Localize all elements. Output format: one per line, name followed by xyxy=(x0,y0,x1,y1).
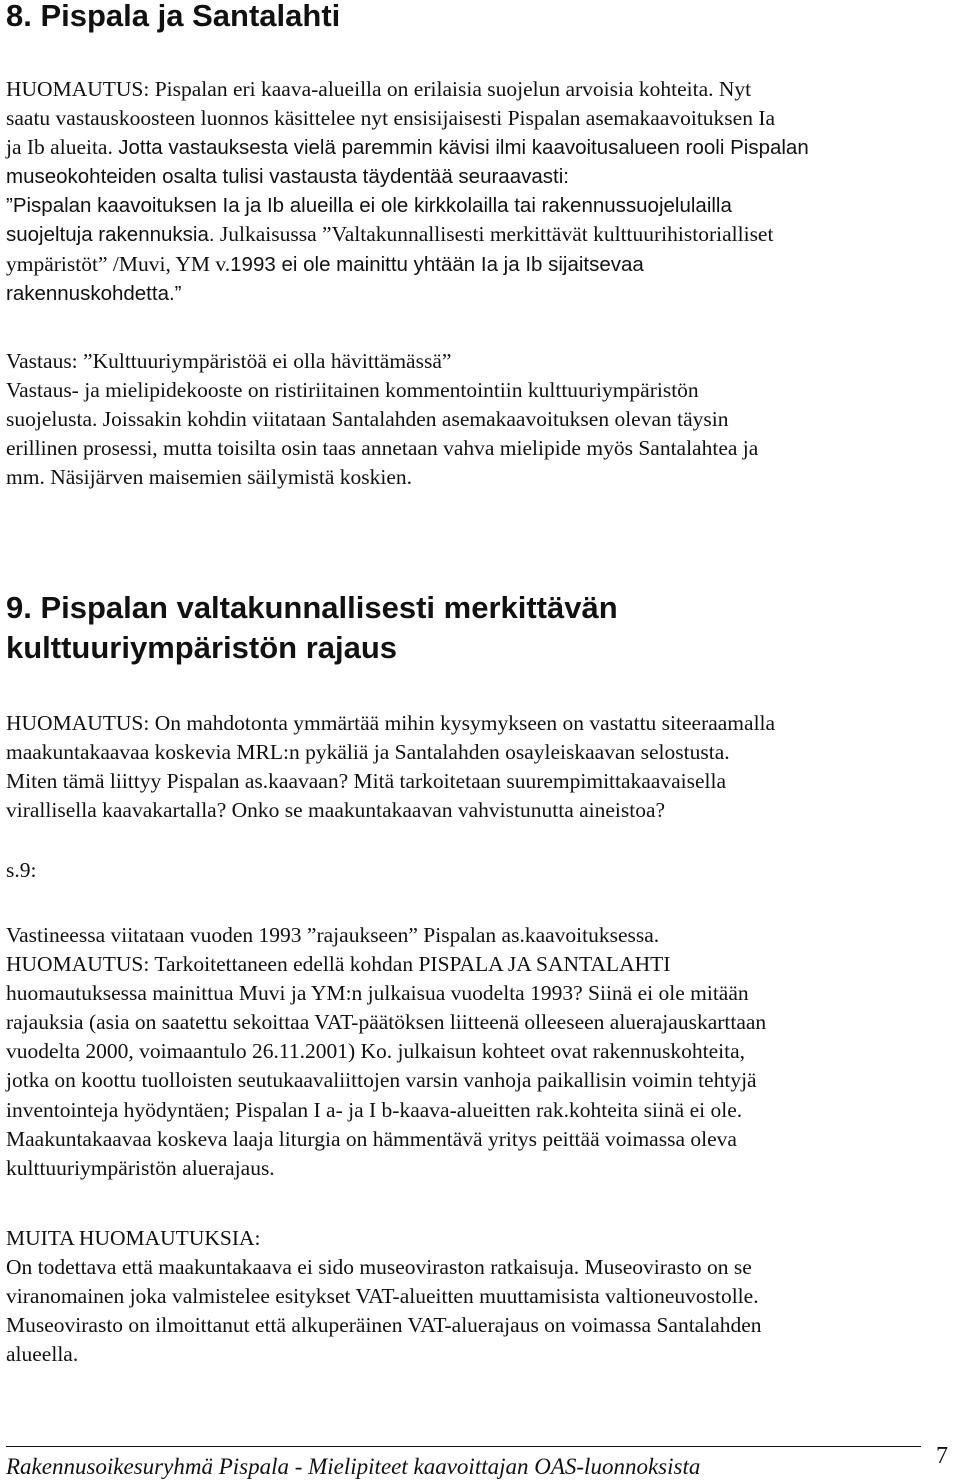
text-line: rakennuskohdetta.” xyxy=(6,281,182,305)
section-9-title-line-2: kulttuuriympäristön rajaus xyxy=(6,630,398,665)
text-run: Julkaisussa ”Valtakunnallisesti merkittävät kulttuurihistorialliset xyxy=(219,222,774,247)
text-run: suojelusta. xyxy=(6,407,98,432)
text-line: inventointeja hyödyntäen; Pispalan I a- ja I b-kaava-alueitten rak.kohteita siinä ei ole. xyxy=(6,1097,743,1122)
text-run: Mitä tarkoitetaan suurempimittakaavaisella xyxy=(348,769,727,794)
text-run: ympäristöt” /Muvi, YM v. xyxy=(6,251,231,276)
text-line: kulttuuriympäristön aluerajaus. xyxy=(6,1155,275,1180)
text-line: jotka on koottu tuolloisten seutukaavaliittojen varsin vanhoja paikallisin voimin tehtyjä xyxy=(6,1068,757,1093)
s9-label: s.9: xyxy=(6,858,37,882)
text-run: Joissakin kohdin viitataan Santalahden asemakaavoituksen olevan täysin xyxy=(102,407,729,432)
text-line: virallisella kaavakartalla? Onko se maakuntakaavan vahvistunutta aineistoa? xyxy=(6,798,666,823)
text-run: huomautuksessa mainittua Muvi ja YM:n julkaisua vuodelta 1993? xyxy=(6,981,583,1006)
text-line xyxy=(6,250,956,279)
text-line: HUOMAUTUS: On mahdotonta ymmärtää mihin kysymykseen on vastattu siteeraamalla xyxy=(6,711,776,735)
text-line: museokohteiden osalta tulisi vastausta täydentää seuraavasti: xyxy=(6,165,569,189)
text-run: Miten tämä liittyy Pispalan as.kaavaan? xyxy=(6,769,349,794)
text-run: julkaisun kohteet ovat rakennuskohteita, xyxy=(392,1039,746,1064)
text-run: Jotta vastauksesta vielä paremmin kävisi ilmi kaavoitusalueen rooli Pispalan xyxy=(118,136,809,160)
section-9-paragraph-1 xyxy=(6,709,956,825)
section-8-title: 8. Pispala ja Santalahti xyxy=(6,0,341,33)
footer-text: Rakennusoikesuryhmä Pispala - Mielipiteet kaavoittajan OAS-luonnoksista xyxy=(6,1454,701,1479)
text-line xyxy=(6,1037,956,1066)
text-line: saatu vastauskoosteen luonnos käsittelee nyt ensisijaisesti Pispalan asemakaavoituksen Ia xyxy=(6,106,776,131)
text-line: Vastaus: ”Kulttuuriympäristöä ei olla hävittämässä” xyxy=(6,349,452,373)
text-line: Maakuntakaavaa koskeva laaja liturgia on hämmentävä yritys peittää voimassa oleva xyxy=(6,1126,737,1151)
text-run: vuodelta 2000, voimaantulo 26.11.2001) Ko. xyxy=(6,1039,393,1064)
text-line: HUOMAUTUS: Pispalan eri kaava-alueilla on erilaisia suojelun arvoisia kohteita. Nyt xyxy=(6,77,752,101)
section-9-title-line-1: 9. Pispalan valtakunnallisesti merkittävän xyxy=(6,590,618,625)
text-line: Museovirasto on ilmoittanut että alkuperäinen VAT-aluerajaus on voimassa Santalahden xyxy=(6,1313,762,1338)
section-8-paragraph-1 xyxy=(6,75,956,308)
text-line: mm. Näsijärven maisemien säilymistä koskien. xyxy=(6,465,413,490)
text-line: Vastaus- ja mielipidekooste on ristiriitainen kommentointiin kulttuuriympäristön xyxy=(6,378,699,403)
section-9-paragraph-3 xyxy=(6,1224,956,1369)
text-line xyxy=(6,220,956,249)
text-line: ”Pispalan kaavoituksen Ia ja Ib alueilla ei ole kirkkolailla tai rakennussuojelulailla xyxy=(6,194,732,218)
text-line xyxy=(6,1253,956,1282)
page-number: 7 xyxy=(936,1443,948,1469)
section-9-paragraph-2 xyxy=(6,921,956,1183)
text-line: HUOMAUTUS: Tarkoitettaneen edellä kohdan PISPALA JA SANTALAHTI xyxy=(6,952,671,977)
text-line: maakuntakaavaa koskevia MRL:n pykäliä ja Santalahden osayleiskaavan selostusta. xyxy=(6,740,730,765)
text-run: suojeltuja rakennuksia. xyxy=(6,223,215,247)
text-line: erillinen prosessi, mutta toisilta osin taas annetaan vahva mielipide myös Santalahtea ja xyxy=(6,436,759,461)
other-remarks-heading: MUITA HUOMAUTUKSIA: xyxy=(6,1226,261,1250)
text-line xyxy=(6,979,956,1008)
text-run: 1993 ei ole mainittu yhtään Ia ja Ib sijaitsevaa xyxy=(230,252,644,276)
section-8-paragraph-2 xyxy=(6,347,956,492)
text-run: Siinä ei ole mitään xyxy=(582,981,749,1006)
text-run: ja Ib alueita. xyxy=(6,135,113,160)
s9-label-block xyxy=(6,856,956,885)
footer-rule xyxy=(6,1446,921,1447)
text-line xyxy=(6,405,956,434)
text-line xyxy=(6,767,956,796)
text-line xyxy=(6,133,956,162)
text-line: viranomainen joka valmistelee esitykset VAT-alueitten muuttamisista valtioneuvostolle. xyxy=(6,1284,759,1309)
text-run: Museovirasto on se xyxy=(579,1255,752,1280)
text-run: On todettava että maakuntakaava ei sido museoviraston ratkaisuja. xyxy=(6,1255,580,1280)
text-line: Vastineessa viitataan vuoden 1993 ”rajaukseen” Pispalan as.kaavoituksessa. xyxy=(6,923,660,947)
text-line: rajauksia (asia on saatettu sekoittaa VAT-päätöksen liitteenä olleeseen aluerajauskarttaan xyxy=(6,1010,767,1035)
text-line: alueella. xyxy=(6,1342,79,1367)
